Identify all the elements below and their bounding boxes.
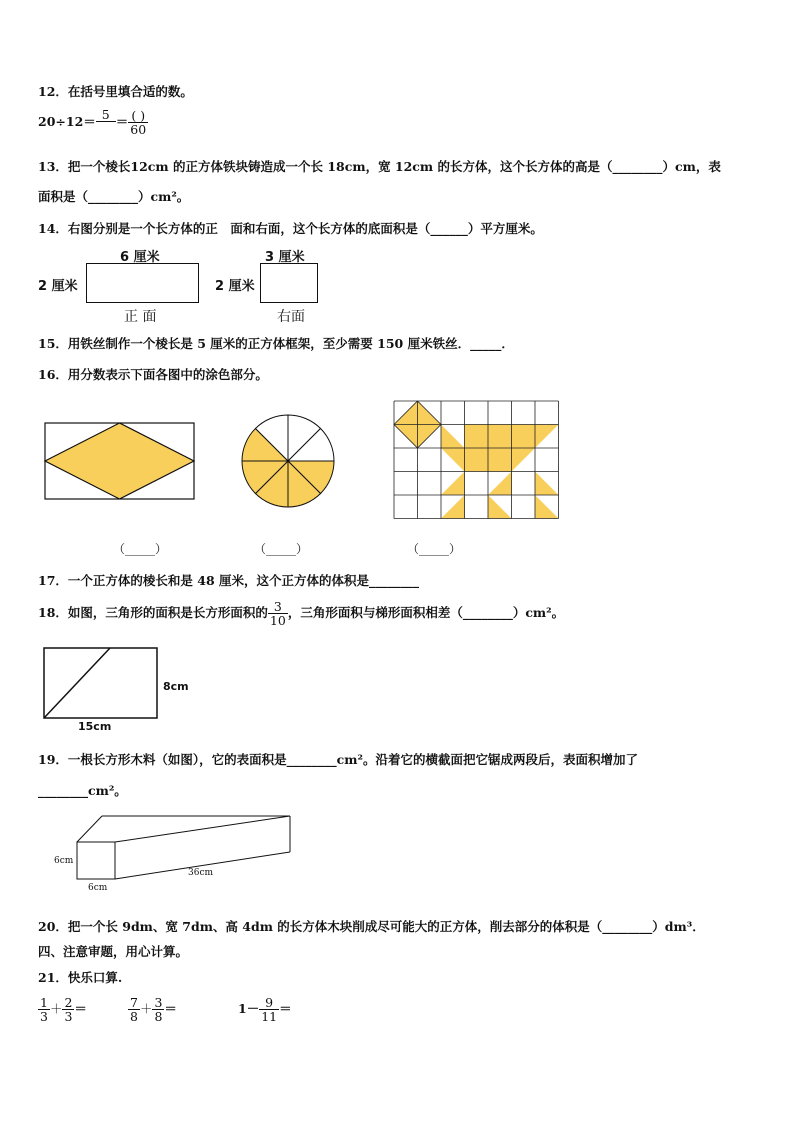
q16-answer-3: （_____）	[407, 542, 462, 556]
q12-fraction-2: $\frac{( )}{60}$	[130, 107, 147, 138]
grid-cell-shaded	[535, 472, 559, 496]
q19-line2: ________cm²。	[38, 783, 127, 798]
q14-right-left-label: 2 厘米	[215, 279, 255, 294]
q21-expr-2: $\frac{7}{8}$ ＋ $\frac{3}{8}$ ＝	[130, 995, 177, 1025]
grid-cell-shaded	[441, 425, 465, 449]
q20-text: 20．把一个长 9dm、宽 7dm、高 4dm 的长方体木块削成尽可能大的正方体，削去部分的体积是（________）dm³．	[38, 919, 705, 934]
q21-expr-3: 1－ $\frac{9}{11}$ ＝	[238, 995, 292, 1025]
q16-figure-grid	[394, 401, 559, 519]
q18-figure	[42, 646, 162, 722]
q15-text: 15．用铁丝制作一个棱长是 5 厘米的正方体框架，至少需要 150 厘米铁丝．_____．	[38, 336, 514, 351]
grid-cell-shaded	[488, 425, 512, 449]
grid-cell-shaded	[488, 472, 512, 496]
grid-cell-shaded	[441, 495, 465, 519]
q19-figure	[75, 814, 295, 882]
q19-height-label: 6cm	[54, 856, 74, 866]
q16-answer-1: （_____）	[113, 542, 168, 556]
q16-figures	[40, 395, 560, 525]
grid-cell-shaded	[535, 425, 559, 449]
q19-width-label: 6cm	[88, 883, 108, 893]
grid-cell-shaded	[441, 472, 465, 496]
q12-eq: ＝	[115, 114, 129, 130]
q14-text: 14．右图分别是一个长方体的正 面和右面，这个长方体的底面积是（______）平方厘米。	[38, 221, 543, 236]
q12-equation	[38, 108, 148, 137]
q19-length-label: 36cm	[188, 868, 214, 878]
q13-line2: 面积是（________）cm²。	[38, 189, 190, 204]
q14-front-top-label: 6 厘米	[120, 250, 160, 265]
grid-cell-shaded	[488, 495, 512, 519]
q16-text: 16．用分数表示下面各图中的涂色部分。	[38, 367, 268, 382]
grid-cell-shaded	[465, 425, 489, 449]
q18-fraction: $\frac{3}{10}$	[269, 599, 286, 629]
grid-cell-shaded	[488, 448, 512, 472]
q18-width-label: 15cm	[78, 720, 112, 733]
grid-cell-shaded	[512, 425, 536, 449]
q16-answer-2: （_____）	[254, 542, 309, 556]
q17-text: 17．一个正方体的棱长和是 48 厘米，这个正方体的体积是________	[38, 573, 419, 588]
q14-front-bottom-label: 正 面	[124, 309, 157, 325]
q14-right-bottom-label: 右面	[277, 309, 305, 325]
q16-figure-rhombus	[45, 423, 194, 499]
grid-cell-shaded	[441, 448, 465, 472]
q13-line1: 13．把一个棱长12cm 的正方体铁块铸造成一个长 18cm，宽 12cm 的长方体，这个长方体的高是（________）cm，表	[38, 159, 721, 174]
q12-fraction-1: 5	[96, 108, 116, 137]
q12-text: 12．在括号里填合适的数。	[38, 84, 193, 99]
q16-figure-circle	[242, 415, 334, 507]
q18-height-label: 8cm	[163, 680, 189, 693]
q21-text: 21．快乐口算.	[38, 970, 123, 985]
section-4-heading: 四、注意审题，用心计算。	[38, 944, 189, 959]
q12-lhs: 20÷12＝	[38, 114, 96, 130]
grid-cell-shaded	[512, 448, 536, 472]
q18-text: 18．如图，三角形的面积是长方形面积的 $\frac{3}{10}$ ，三角形面积与梯形面积相差（________）cm²。	[38, 599, 565, 629]
q14-front-rect	[86, 263, 199, 303]
q14-front-left-label: 2 厘米	[38, 279, 78, 294]
grid-cell-shaded	[535, 495, 559, 519]
q14-right-top-label: 3 厘米	[265, 250, 305, 265]
grid-cell-shaded	[465, 448, 489, 472]
q21-expr-1: $\frac{1}{3}$ ＋ $\frac{2}{3}$ ＝	[40, 995, 87, 1025]
q14-right-rect	[260, 263, 318, 303]
q19-line1: 19．一根长方形木料（如图），它的表面积是________cm²。沿着它的横截面把它锯成两段后，表面积增加了	[38, 752, 638, 767]
